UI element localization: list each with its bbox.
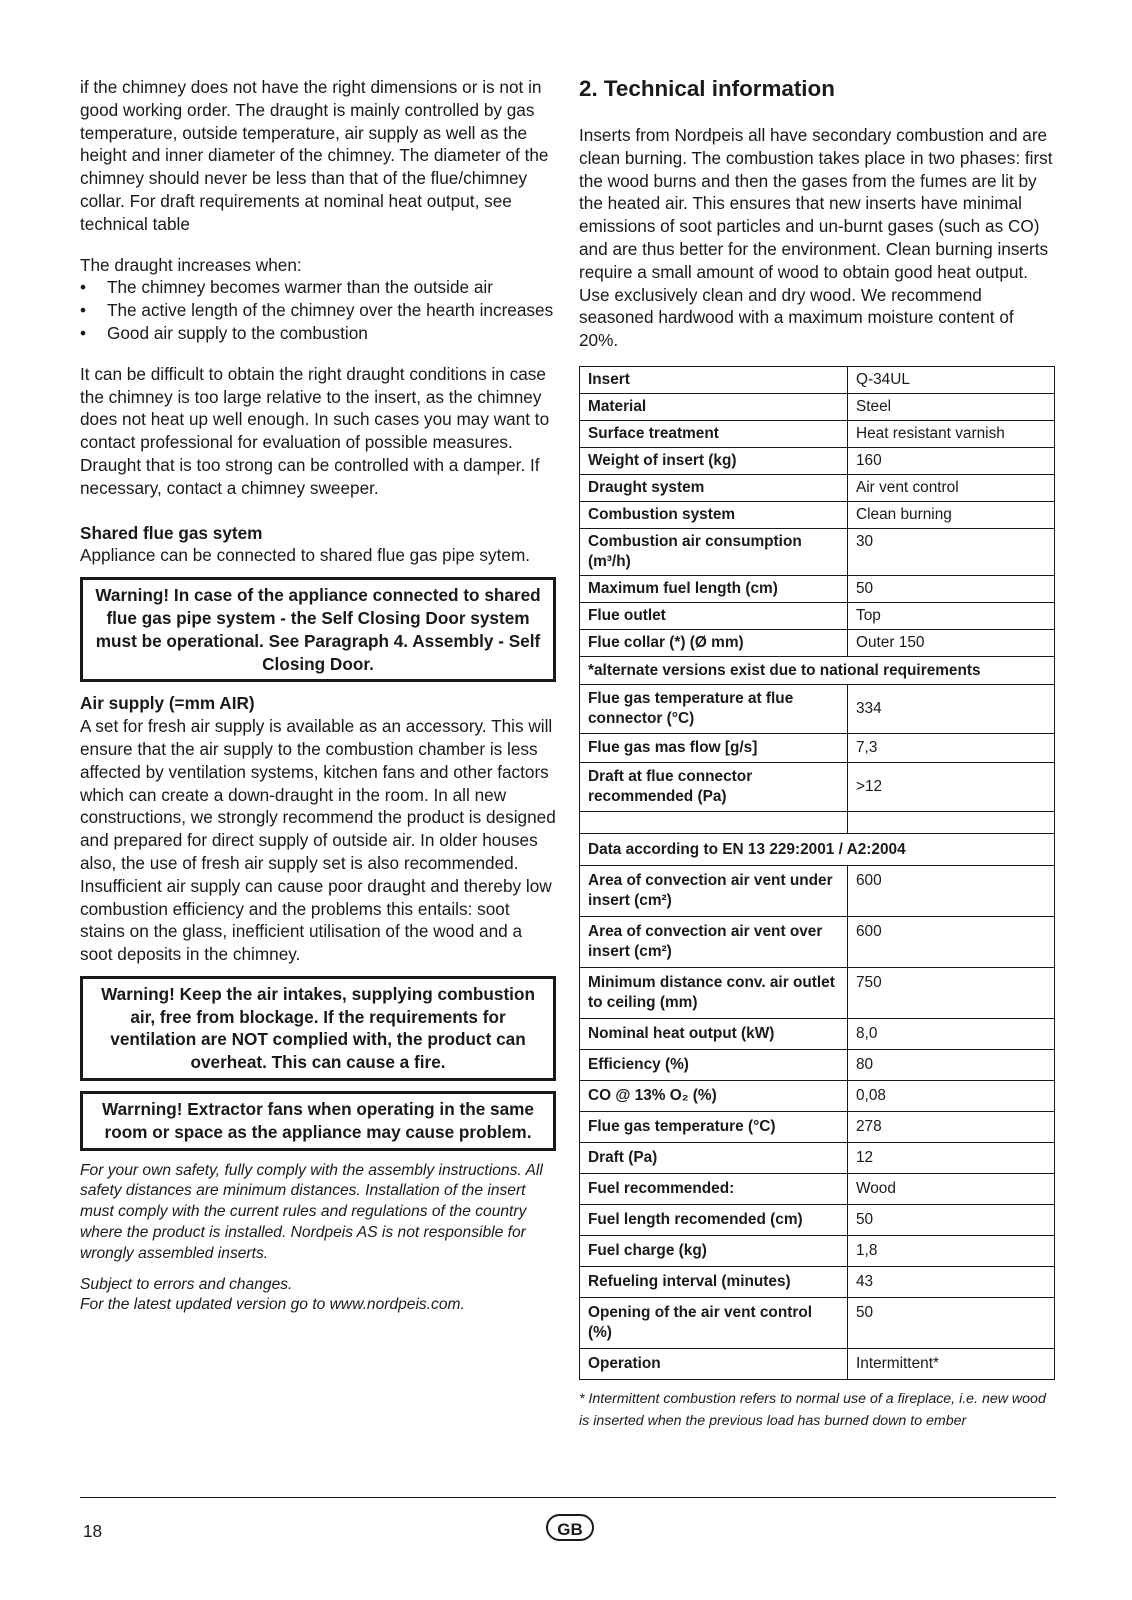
spec-label: Draft at flue connector recommended (Pa): [580, 762, 848, 811]
spec-label: Area of convection air vent under insert (cm²): [580, 865, 848, 916]
spec-label: Material: [580, 393, 848, 420]
technical-table: [579, 366, 1055, 1380]
spec-value: 80: [848, 1049, 1055, 1080]
spec-label: Nominal heat output (kW): [580, 1018, 848, 1049]
table-row: [580, 629, 1055, 656]
list-item: • The active length of the chimney over the hearth increases: [80, 300, 554, 321]
spec-label: Operation: [580, 1348, 848, 1379]
spec-value: 278: [848, 1111, 1055, 1142]
draught-heading: The draught increases when:: [80, 254, 302, 275]
spec-label: Minimum distance conv. air outlet to ceiling (mm): [580, 967, 848, 1018]
spec-label: Flue collar (*) (Ø mm): [580, 629, 848, 656]
alternate-versions-note: *alternate versions exist due to national requirements: [580, 656, 1055, 684]
shared-flue-text: Appliance can be connected to shared flue gas pipe sytem.: [80, 545, 531, 566]
spec-label: Area of convection air vent over insert (cm²): [580, 916, 848, 967]
intermittent-footnote: * Intermittent combustion refers to normal use of a fireplace, i.e. new wood is inserted when the previous load has burned down to ember: [579, 1390, 1046, 1429]
safety-note: For your own safety, fully comply with the assembly instructions. All safety distances are minimum distances. Installation of the insert must comply with the current rules and regulations of the country where the product is installed. Nordpeis AS is not responsible for wrongly assembled inserts.: [80, 1161, 543, 1262]
language-badge: GB: [546, 1514, 594, 1541]
table-row: [580, 967, 1055, 1018]
table-row: [580, 733, 1055, 762]
spec-value: 50: [848, 1204, 1055, 1235]
table-row: [580, 684, 1055, 733]
left-column: [80, 76, 556, 1316]
air-supply-text: A set for fresh air supply is available as an accessory. This will ensure that the air supply to the combustion chamber is less affected by ventilation systems, kitchen fans and other factors which can create a down-draught in the room. In all new constructions, we strongly recommend the product is designed and prepared for direct supply of outside air. In older houses also, the use of fresh air supply set is also recommended. Insufficient air supply can cause poor draught and thereby low combustion efficiency and the problems this entails: soot stains on the glass, inefficient utilisation of the wood and a soot deposits in the chimney.: [80, 716, 556, 965]
spec-label: Flue gas mas flow [g/s]: [580, 733, 848, 762]
spec-label: Efficiency (%): [580, 1049, 848, 1080]
table-row: [580, 865, 1055, 916]
spec-value: 334: [848, 684, 1055, 733]
spec-value: 43: [848, 1266, 1055, 1297]
spec-value: 50: [848, 575, 1055, 602]
spec-value: 0,08: [848, 1080, 1055, 1111]
table-row: [580, 656, 1055, 684]
table-row: [580, 602, 1055, 629]
section-title: 2. Technical information: [579, 76, 835, 101]
spec-value: Wood: [848, 1173, 1055, 1204]
spec-label: Draught system: [580, 474, 848, 501]
air-supply-heading: Air supply (=mm AIR): [80, 693, 255, 714]
bullet-icon: •: [80, 322, 87, 343]
errors-note: Subject to errors and changes.: [80, 1275, 293, 1293]
table-row: [580, 447, 1055, 474]
technical-intro: Inserts from Nordpeis all have secondary combustion and are clean burning. The combustion takes place in two phases: first the wood burns and then the gases from the fumes are lit by the heated air. This ensures that new inserts have minimal emissions of soot particles and un-burnt gases (such as CO) and are thus better for the environment. Clean burning inserts require a small amount of wood to obtain good heat output. Use exclusively clean and dry wood. We recommend seasoned hardwood with a maximum moisture content of 20%.: [579, 125, 1053, 351]
table-row: [580, 1266, 1055, 1297]
table-row: [580, 1173, 1055, 1204]
spec-label: Insert: [580, 366, 848, 393]
spec-value: Top: [848, 602, 1055, 629]
footer-divider: [80, 1497, 1056, 1498]
spec-label: Surface treatment: [580, 420, 848, 447]
warning-extractor-fans: Warrning! Extractor fans when operating in the same room or space as the appliance may cause problem.: [80, 1091, 556, 1151]
right-column: [579, 76, 1055, 1432]
spec-value: 12: [848, 1142, 1055, 1173]
spec-label: Refueling interval (minutes): [580, 1266, 848, 1297]
spec-label: Fuel length recomended (cm): [580, 1204, 848, 1235]
spec-label: Fuel charge (kg): [580, 1235, 848, 1266]
spec-label: Combustion system: [580, 501, 848, 528]
spec-label: Fuel recommended:: [580, 1173, 848, 1204]
table-row: [580, 916, 1055, 967]
spec-value: Steel: [848, 393, 1055, 420]
spec-value: Clean burning: [848, 501, 1055, 528]
list-item: • Good air supply to the combustion: [80, 322, 368, 343]
spec-value: 7,3: [848, 733, 1055, 762]
spec-label: CO @ 13% O₂ (%): [580, 1080, 848, 1111]
table-row: [580, 474, 1055, 501]
spec-label: Flue gas temperature (°C): [580, 1111, 848, 1142]
page-number: 18: [83, 1521, 103, 1541]
difficult-draught-text: It can be difficult to obtain the right draught conditions in case the chimney is too large relative to the insert, as the chimney does not heat up well enough. In such cases you may want to contact professional for evaluation of possible measures. Draught that is too strong can be controlled with a damper. If necessary, contact a chimney sweeper.: [80, 363, 550, 498]
spec-label: Maximum fuel length (cm): [580, 575, 848, 602]
table-row: [580, 1297, 1055, 1348]
table-row: [580, 1348, 1055, 1379]
table-row: [580, 1018, 1055, 1049]
latest-version-note: For the latest updated version go to www.nordpeis.com.: [80, 1296, 465, 1314]
warning-air-intakes: Warning! Keep the air intakes, supplying combustion air, free from blockage. If the requirements for ventilation are NOT complied with, the product can overheat. This can cause a fire.: [80, 976, 556, 1081]
spec-label: Weight of insert (kg): [580, 447, 848, 474]
bullet-icon: •: [80, 277, 87, 298]
spec-value: 8,0: [848, 1018, 1055, 1049]
spec-value: Q-34UL: [848, 366, 1055, 393]
spec-value: Heat resistant varnish: [848, 420, 1055, 447]
draught-list: [80, 276, 556, 344]
table-row: [580, 811, 1055, 833]
table-row: [580, 393, 1055, 420]
table-row: [580, 1111, 1055, 1142]
warning-shared-flue: Warning! In case of the appliance connected to shared flue gas pipe system - the Self Closing Door system must be operational. See Paragraph 4. Assembly - Self Closing Door.: [80, 577, 556, 682]
table-row: [580, 1204, 1055, 1235]
table-row: [580, 1049, 1055, 1080]
shared-flue-heading: Shared flue gas sytem: [80, 522, 263, 543]
table-row: [580, 762, 1055, 811]
spec-value: 50: [848, 1297, 1055, 1348]
spec-label: Combustion air consumption (m³/h): [580, 528, 848, 575]
spec-value: 30: [848, 528, 1055, 575]
list-item: • The chimney becomes warmer than the outside air: [80, 277, 493, 298]
table-row: [580, 528, 1055, 575]
table-row: [580, 501, 1055, 528]
spec-value: 600: [848, 916, 1055, 967]
spec-value: 750: [848, 967, 1055, 1018]
chimney-intro: if the chimney does not have the right dimensions or is not in good working order. The draught is mainly controlled by gas temperature, outside temperature, air supply as well as the height and inner diameter of the chimney. The diameter of the chimney should never be less than that of the flue/chimney collar. For draft requirements at nominal heat output, see technical table: [80, 77, 549, 234]
table-row: [580, 366, 1055, 393]
en-standard-note: Data according to EN 13 229:2001 / A2:2004: [580, 833, 1055, 865]
spec-label: Opening of the air vent control (%): [580, 1297, 848, 1348]
spec-label: Flue outlet: [580, 602, 848, 629]
spec-value: 160: [848, 447, 1055, 474]
spec-label: Draft (Pa): [580, 1142, 848, 1173]
table-row: [580, 1080, 1055, 1111]
spec-value: 1,8: [848, 1235, 1055, 1266]
spec-value: 600: [848, 865, 1055, 916]
bullet-icon: •: [80, 300, 87, 321]
table-row: [580, 1235, 1055, 1266]
spec-label: Flue gas temperature at flue connector (°C): [580, 684, 848, 733]
spec-value: Outer 150: [848, 629, 1055, 656]
table-row: [580, 1142, 1055, 1173]
table-row: [580, 575, 1055, 602]
spec-value: Air vent control: [848, 474, 1055, 501]
spec-value: >12: [848, 762, 1055, 811]
spec-value: Intermittent*: [848, 1348, 1055, 1379]
table-row: [580, 420, 1055, 447]
table-row: [580, 833, 1055, 865]
